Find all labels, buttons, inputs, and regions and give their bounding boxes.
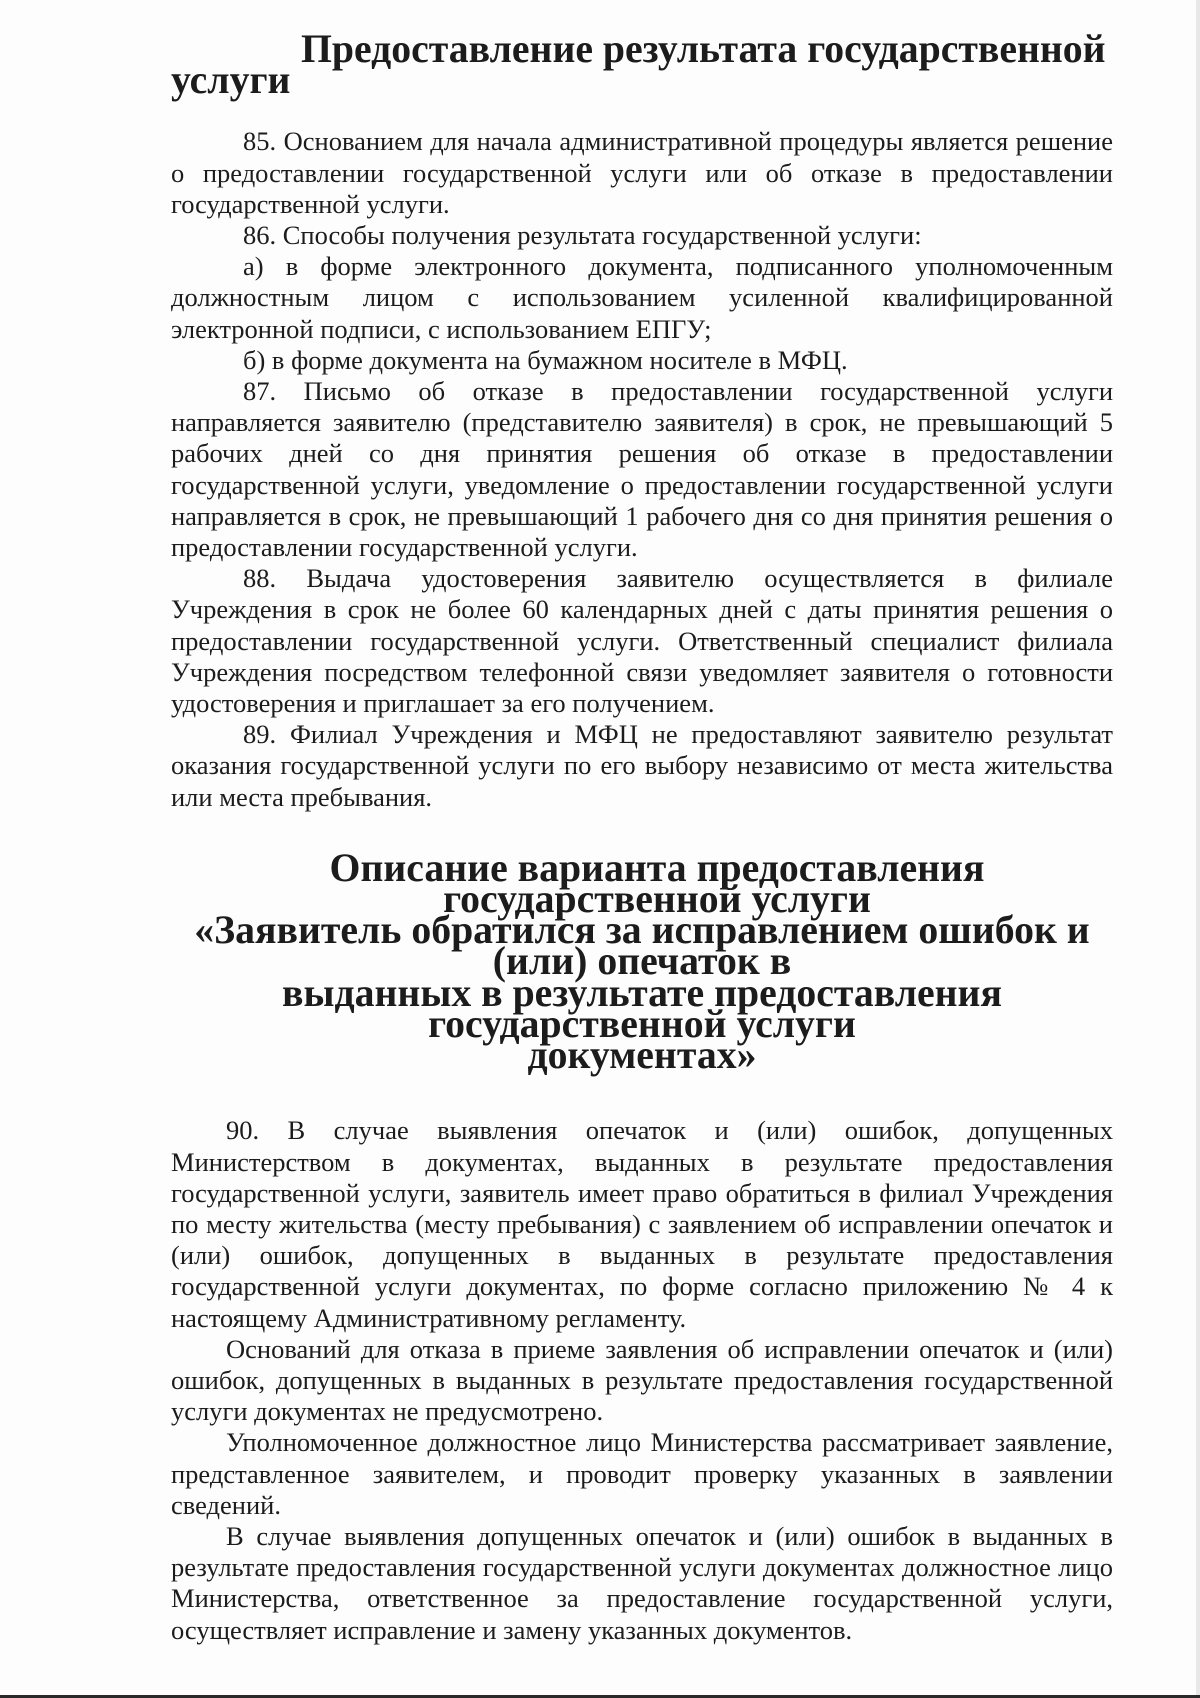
heading-variant-line-1: Описание варианта предоставления государственной услуги (329, 845, 985, 922)
paragraph-correction: В случае выявления допущенных опечаток и (или) ошибок в выданных в результате предоставления государственной услуги документах должностное лицо Министерства, ответственное за предоставление государственной услуги, осуществляет исправление и замену указанных документов. (171, 1520, 1113, 1645)
paragraph-review-application: Уполномоченное должностное лицо Министерства рассматривает заявление, представленное заявителем, и проводит проверку указанных в заявлении сведений. (171, 1427, 1113, 1520)
section-heading-variant (171, 845, 1113, 1078)
heading-variant-line-4: документах» (527, 1033, 757, 1078)
heading-variant-line-3: выданных в результате предоставления государственной услуги (282, 970, 1002, 1046)
paragraph-88: 88. Выдача удостоверения заявителю осуществляется в филиале Учреждения в срок не более 60 календарных дней с даты принятия решения о предоставлении государственной услуги. Ответственный специалист филиала Учреждения посредством телефонной связи уведомляет заявителя о готовности удостоверения и приглашает за его получением. (171, 563, 1113, 719)
section-heading-result: Предоставление результата государственной услуги (171, 27, 1106, 103)
scan-edge-right (1196, 0, 1200, 1698)
document-body (171, 27, 1113, 1646)
paragraph-86-a: а) в форме электронного документа, подписанного уполномоченным должностным лицом с использованием усиленной квалифицированной электронной подписи, с использованием ЕПГУ; (171, 251, 1113, 344)
paragraph-no-refusal-grounds: Оснований для отказа в приеме заявления об исправлении опечаток и (или) ошибок, допущенных в выданных в результате предоставления государственной услуги документах не предусмотрено. (171, 1333, 1113, 1427)
heading-variant-line-2: «Заявитель обратился за исправлением ошибок и (или) опечаток в (194, 908, 1090, 984)
paragraph-86-b: б) в форме документа на бумажном носителе в МФЦ. (243, 344, 848, 375)
paragraph-86: 86. Способы получения результата государственной услуги: (243, 220, 922, 251)
paragraph-85: 85. Основанием для начала административной процедуры является решение о предоставлении государственной услуги или об отказе в предоставлении государственной услуги. (171, 126, 1113, 219)
paragraph-89: 89. Филиал Учреждения и МФЦ не предоставляют заявителю результат оказания государственной услуги по его выбору независимо от места жительства или места пребывания. (171, 719, 1113, 812)
paragraph-90: 90. В случае выявления опечаток и (или) ошибок, допущенных Министерством в документах, выданных в результате предоставления государственной услуги, заявитель имеет право обратиться в филиал Учреждения по месту жительства (месту пребывания) с заявлением об исправлении опечаток и (или) ошибок, допущенных в выданных в результате предоставления государственной услуги документах, по форме согласно приложению № 4 к настоящему Административному регламенту. (171, 1115, 1113, 1333)
paragraph-87: 87. Письмо об отказе в предоставлении государственной услуги направляется заявителю (представителю заявителя) в срок, не превышающий 5 рабочих дней со дня принятия решения об отказе в предоставлении государственной услуги, уведомление о предоставлении государственной услуги направляется в срок, не превышающий 1 рабочего дня со дня принятия решения о предоставлении государственной услуги. (171, 376, 1113, 563)
